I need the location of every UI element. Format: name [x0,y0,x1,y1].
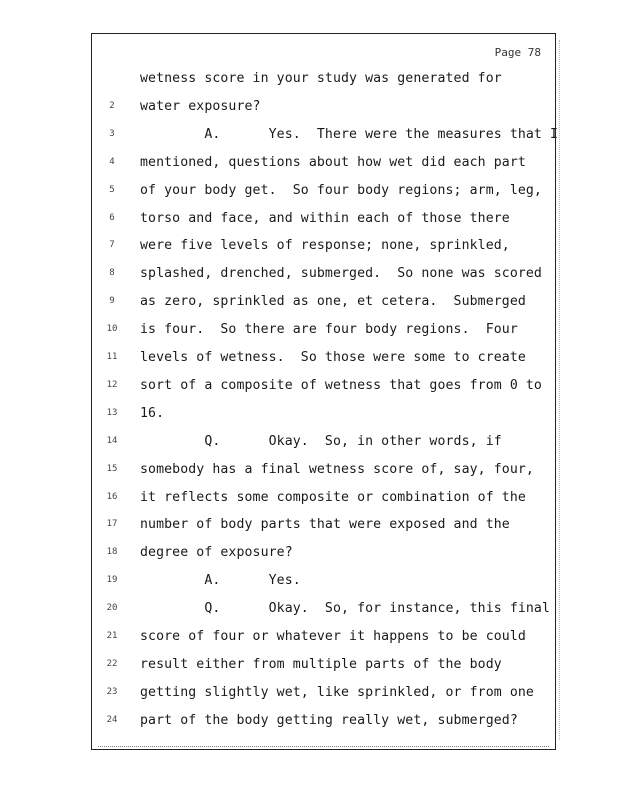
line-text: were five levels of response; none, sprinkled, [140,238,510,254]
line-text: as zero, sprinkled as one, et cetera. Submerged [140,294,526,310]
line-text: mentioned, questions about how wet did each part [140,154,526,170]
line-text: Q. Okay. So, for instance, this final [140,601,551,617]
transcript-line [92,71,557,99]
line-number: 21 [106,631,118,641]
line-text: getting slightly wet, like sprinkled, or from one [140,684,534,700]
line-number: 3 [109,128,115,139]
transcript-line [92,350,557,378]
transcript-line [92,462,557,490]
line-text: sort of a composite of wetness that goes from 0 to [140,377,542,393]
transcript-line [92,685,557,713]
transcript-line [92,211,557,239]
line-text: water exposure? [140,98,261,114]
line-number: 8 [109,268,115,279]
line-text: wetness score in your study was generated for [140,71,502,86]
transcript-line [92,517,557,545]
line-number: 16 [106,491,118,502]
transcript-line [92,657,557,685]
transcript-line [92,490,557,518]
line-text: splashed, drenched, submerged. So none was scored [140,266,542,282]
transcript-line [92,99,557,127]
line-text: somebody has a final wetness score of, say, four, [140,461,534,477]
line-text: number of body parts that were exposed and the [140,517,510,533]
line-number: 19 [106,575,118,586]
line-number: 6 [109,212,115,223]
line-text: torso and face, and within each of those there [140,210,510,226]
line-number: 9 [109,296,115,307]
transcript-line [92,322,557,350]
line-number: 4 [109,156,115,167]
line-number: 10 [106,324,118,335]
footer-rule [98,746,549,753]
page-number: Page 78 [494,46,541,59]
transcript-line [92,127,557,155]
line-number: 15 [106,463,118,474]
line-text: 16. [140,405,165,421]
transcript-line [92,573,557,601]
line-text: part of the body getting really wet, submerged? [140,712,518,728]
line-text: degree of exposure? [140,545,293,561]
transcript-line [92,713,557,741]
line-number: 5 [109,184,115,195]
scan-edge [555,40,560,740]
line-number: 14 [106,435,118,446]
transcript-line [92,378,557,406]
line-number: 24 [106,714,118,725]
line-number: 13 [106,407,118,418]
transcript-line [92,238,557,266]
line-number: 2 [109,100,115,111]
transcript-line [92,183,557,211]
transcript-line [92,266,557,294]
transcript-line [92,406,557,434]
line-text: of your body get. So four body regions; arm, leg, [140,182,542,198]
line-number: 11 [106,352,118,362]
transcript-line [92,545,557,573]
line-text: Q. Okay. So, in other words, if [140,433,502,449]
line-text: A. Yes. [140,573,301,589]
transcript-line [92,601,557,629]
line-number: 20 [106,603,118,614]
transcript-line [92,629,557,657]
line-text: it reflects some composite or combination of the [140,489,526,505]
transcript-line [92,294,557,322]
transcript-page [91,33,559,750]
line-text: result either from multiple parts of the body [140,656,502,672]
line-text: levels of wetness. So those were some to create [140,350,526,365]
line-text: A. Yes. There were the measures that I [140,126,559,142]
line-number: 18 [106,547,118,558]
transcript-line [92,434,557,462]
line-number: 22 [106,658,118,669]
line-text: is four. So there are four body regions. Four [140,322,518,338]
line-text: score of four or whatever it happens to be could [140,629,526,644]
line-number: 23 [106,686,118,697]
line-number: 17 [106,519,118,530]
line-number: 12 [106,379,118,390]
line-number: 7 [109,240,115,251]
transcript-line [92,155,557,183]
